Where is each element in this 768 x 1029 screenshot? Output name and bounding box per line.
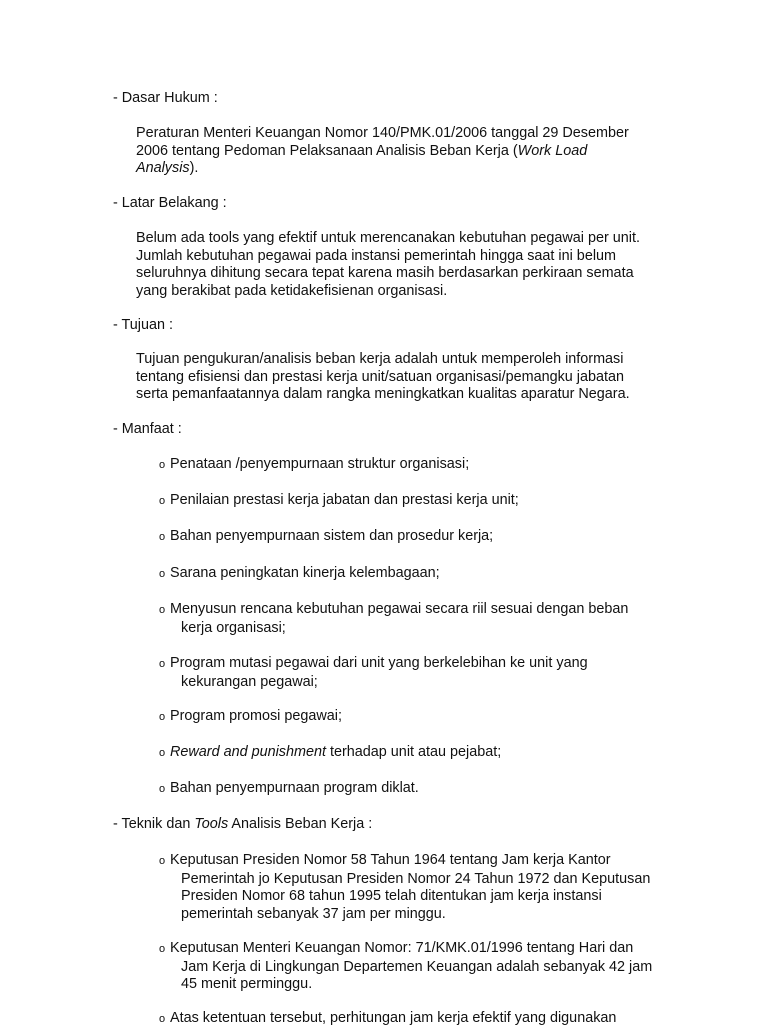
list-item-continuation: pemerintah sebanyak 37 jam per minggu. [181, 905, 446, 922]
paragraph-line: Belum ada tools yang efektif untuk merencanakan kebutuhan pegawai per unit. [136, 230, 641, 246]
paragraph-tujuan [136, 351, 696, 404]
paragraph-line: Tujuan pengukuran/analisis beban kerja adalah untuk memperoleh informasi [136, 351, 624, 367]
italic-term: Analysis [136, 160, 190, 176]
list-item [159, 601, 699, 637]
list-item [159, 708, 699, 727]
list-item [159, 744, 699, 763]
paragraph-line: Jumlah kebutuhan pegawai pada instansi pemerintah hingga saat ini belum [136, 247, 617, 264]
paragraph-line: seluruhnya dihitung secara tepat karena masih berdasarkan perkiraan semata [136, 265, 634, 281]
paragraph-line: Peraturan Menteri Keuangan Nomor 140/PMK.01/2006 tanggal 29 Desember [136, 125, 629, 141]
heading-tujuan: - Tujuan : [113, 317, 173, 333]
list-item [159, 456, 699, 475]
heading-manfaat: - Manfaat : [113, 421, 182, 437]
bullet-marker: o [159, 459, 166, 471]
list-item-text: Bahan penyempurnaan sistem dan prosedur kerja; [170, 528, 494, 544]
list-item-text: Penataan /penyempurnaan struktur organisasi; [170, 456, 470, 472]
bullet-marker: o [159, 604, 166, 616]
bullet-marker: o [159, 747, 166, 759]
bullet-marker: o [159, 531, 166, 543]
list-item [159, 565, 699, 584]
list-item-text: Program mutasi pegawai dari unit yang berkelebihan ke unit yang [170, 655, 588, 671]
heading-latar-belakang: - Latar Belakang : [113, 195, 227, 211]
bullet-marker: o [159, 1013, 166, 1025]
bullet-marker: o [159, 783, 166, 795]
list-item-continuation: Jam Kerja di Lingkungan Departemen Keuangan adalah sebanyak 42 jam [181, 958, 653, 975]
paragraph-line: yang berakibat pada ketidakefisienan organisasi. [136, 282, 448, 299]
list-item [159, 1010, 699, 1029]
list-item-text: Atas ketentuan tersebut, perhitungan jam kerja efektif yang digunakan [170, 1010, 617, 1026]
bullet-marker: o [159, 943, 166, 955]
list-item [159, 492, 699, 511]
list-item-text: Program promosi pegawai; [170, 708, 342, 724]
list-item-text: Keputusan Presiden Nomor 58 Tahun 1964 tentang Jam kerja Kantor [170, 852, 611, 868]
list-item-text: Sarana peningkatan kinerja kelembagaan; [170, 565, 440, 581]
bullet-marker: o [159, 568, 166, 580]
list-item [159, 528, 699, 547]
list-item-continuation: 45 menit perminggu. [181, 976, 313, 992]
list-item-continuation: kerja organisasi; [181, 619, 286, 636]
list-item [159, 940, 699, 994]
list-item-continuation: Presiden Nomor 68 tahun 1995 telah ditentukan jam kerja instansi [181, 888, 602, 904]
bullet-marker: o [159, 658, 166, 670]
list-item-continuation: kekurangan pegawai; [181, 673, 318, 690]
heading-dasar-hukum: - Dasar Hukum : [113, 90, 218, 106]
paragraph-latar-belakang [136, 230, 696, 300]
italic-term: Reward and punishment [170, 744, 326, 760]
paragraph-line [136, 143, 696, 161]
heading-text: - Teknik dan [113, 816, 195, 832]
paragraph-text: 2006 tentang Pedoman Pelaksanaan Analisis Beban Kerja ( [136, 142, 518, 159]
list-item-text: Menyusun rencana kebutuhan pegawai secara riil sesuai dengan beban [170, 601, 629, 617]
list-item [159, 780, 699, 799]
bullet-marker: o [159, 711, 166, 723]
bullet-marker: o [159, 495, 166, 507]
list-item-text: Penilaian prestasi kerja jabatan dan prestasi kerja unit; [170, 492, 519, 508]
paragraph-text: ). [189, 160, 199, 176]
italic-term: Work Load [517, 142, 588, 159]
italic-term: Tools [194, 816, 229, 832]
list-item-text: Keputusan Menteri Keuangan Nomor: 71/KMK.01/1996 tentang Hari dan [170, 940, 634, 956]
paragraph-line [136, 160, 696, 178]
heading-teknik-dan-tools [113, 816, 372, 834]
list-item [159, 852, 699, 923]
list-item-text: terhadap unit atau pejabat; [326, 744, 502, 760]
heading-text: Analisis Beban Kerja : [228, 816, 373, 832]
paragraph-line: tentang efisiensi dan prestasi kerja unit/satuan organisasi/pemangku jabatan [136, 368, 624, 385]
list-item-text: Bahan penyempurnaan program diklat. [170, 780, 419, 796]
bullet-marker: o [159, 855, 166, 867]
list-item [159, 655, 699, 691]
paragraph-line: serta pemanfaatannya dalam rangka meningkatkan kualitas aparatur Negara. [136, 386, 630, 402]
paragraph-dasar-hukum [136, 125, 696, 178]
list-item-continuation: Pemerintah jo Keputusan Presiden Nomor 24 Tahun 1972 dan Keputusan [181, 870, 651, 887]
